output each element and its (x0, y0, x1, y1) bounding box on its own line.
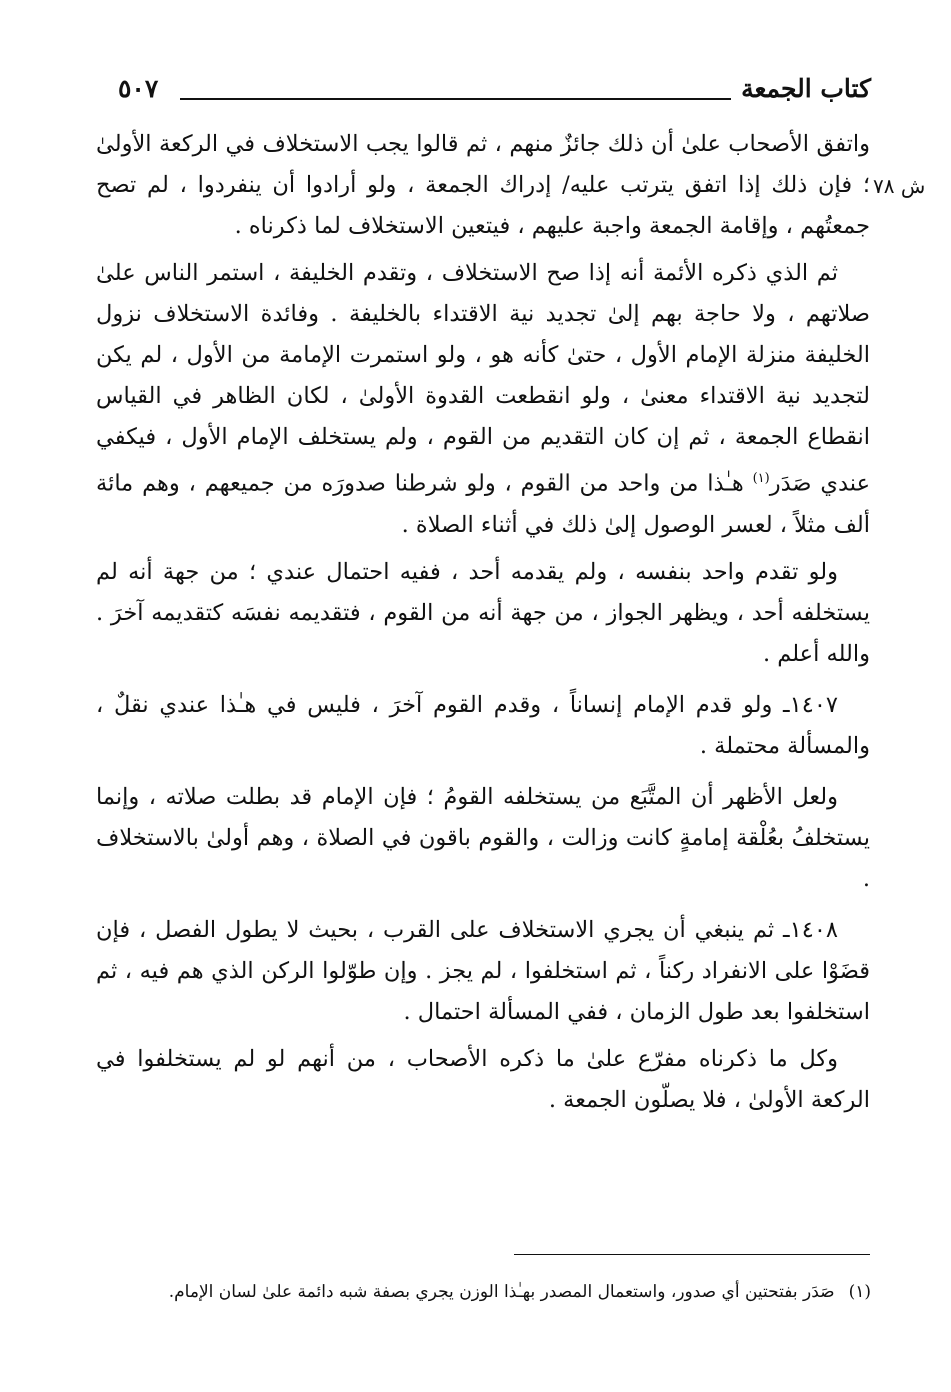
header-rule (180, 98, 731, 100)
footnote-text: صَدَر بفتحتين أي صدور، واستعمال المصدر بهـٰذا الوزن يجري بصفة شبه دائمة علىٰ لسان الإمام. (168, 1282, 835, 1302)
page-number: ٥٠٧ (118, 74, 159, 103)
paragraph-1407: ١٤٠٧ـ ولو قدم الإمام إنساناً ، وقدم القوم آخرَ ، فليس في هـٰذا عندي نقلٌ ، والمسألة محتملة . (96, 691, 870, 759)
body-text (96, 124, 870, 1121)
paragraph-4: ولعل الأظهر أن المتَّبَع من يستخلفه القومُ ؛ فإن الإمام قد بطلت صلاته ، وإنما يستخلفُ بعُلْقة إمامةٍ كانت وزالت ، والقوم باقون في الصلاة ، وهم أولىٰ بالاستخلاف . (96, 783, 870, 892)
paragraph-2 (96, 253, 870, 546)
footnote-rule (514, 1254, 870, 1255)
footnote (71, 1279, 871, 1305)
paragraph-2-text: ثم الذي ذكره الأئمة أنه إذا صح الاستخلاف ، وتقدم الخليفة ، استمر الناس علىٰ صلاتهم ، ولا حاجة بهم إلىٰ تجديد نية الاقتداء بالخليفة . وفائدة الاستخلاف نزول الخليفة منزلة الإمام الأول ، حتىٰ كأنه هو ، ولو استمرت الإمامة من الأول ، لم يكن لتجديد نية الاقتداء معنىٰ ، ولو انقطعت القدوة الأولىٰ ، لكان الظاهر في القياس انقطاع الجمعة ، ثم إن كان التقديم من القوم ، ولم يستخلف الإمام الأول ، فيكفي عندي (96, 260, 870, 497)
paragraph-3: ولو تقدم واحد بنفسه ، ولم يقدمه أحد ، ففيه احتمال عندي ؛ من جهة أنه لم يستخلفه أحد ، ويظهر الجواز ، من جهة أنه من القوم ، فتقديمه نفسَه كتقديمه آخرَ . والله أعلم . (96, 558, 870, 667)
paragraph-1: واتفق الأصحاب علىٰ أن ذلك جائزٌ منهم ، ثم قالوا يجب الاستخلاف في الركعة الأولىٰ ؛ فإن ذلك إذا اتفق يترتب عليه/ إدراك الجمعة ، ولو أرادوا أن ينفردوا ، لم تصح جمعتُهم ، وإقامة الجمعة واجبة عليهم ، فيتعين الاستخلاف لما ذكرناه . (96, 131, 870, 239)
paragraph-1408: ١٤٠٨ـ ثم ينبغي أن يجري الاستخلاف على القرب ، بحيث لا يطول الفصل ، فإن قضَوْا على الانفراد ركناً ، ثم استخلفوا ، لم يجز . وإن طوّلوا الركن الذي هم فيه ، ثم استخلفوا بعد طول الزمان ، ففي المسألة احتمال . (96, 916, 870, 1025)
paragraph-2-continuation: هـٰذا من واحد من القوم ، ولو شرطنا صدورَه من جميعهم ، وهم مائة ألف مثلاً ، لعسر الوصول إلىٰ ذلك في أثناء الصلاة . (96, 470, 870, 538)
paragraph-2-footnoted-word: صَدَر (769, 470, 812, 497)
footnote-reference[interactable]: (١) (752, 471, 770, 486)
paragraph-5: وكل ما ذكرناه مفرّع علىٰ ما ذكره الأصحاب ، من أنهم لو لم يستخلفوا في الركعة الأولىٰ ، فلا يصلّون الجمعة . (96, 1045, 870, 1113)
footnote-mark: (١) (848, 1282, 871, 1302)
margin-page-reference: ش ٧٨ (873, 174, 926, 198)
running-head (118, 74, 871, 114)
chapter-title: كتاب الجمعة (741, 74, 871, 103)
